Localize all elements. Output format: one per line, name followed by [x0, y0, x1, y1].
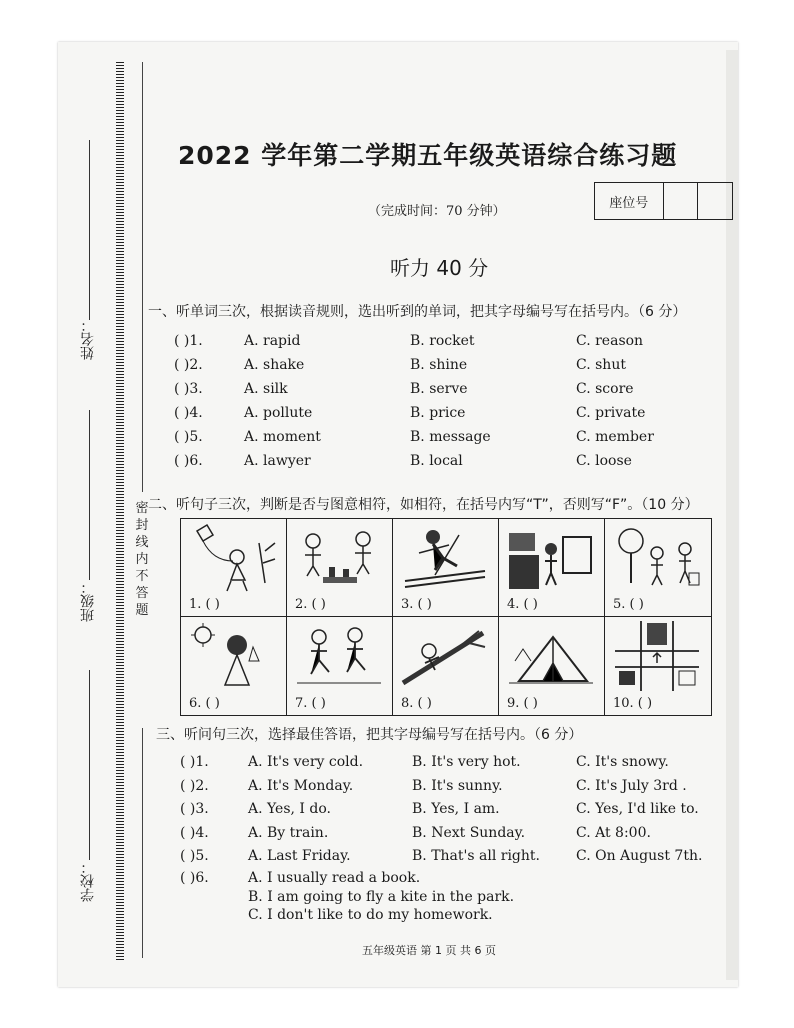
girl-ice-cream-icon: [187, 621, 279, 691]
picture-1: [181, 519, 287, 617]
question-row: [180, 801, 720, 821]
option-c: C. loose: [576, 453, 632, 469]
answer-bracket[interactable]: ( )3.: [180, 801, 209, 817]
picture-2: [287, 519, 393, 617]
picture-label: 10. ( ): [613, 696, 653, 711]
tent-icon: [505, 621, 597, 691]
option-c: C. member: [576, 429, 654, 445]
option-a: A. I usually read a book.: [248, 870, 421, 886]
planting-trees-icon: [611, 523, 703, 593]
seal-text: 密封线内不答题: [135, 501, 149, 618]
picture-10: [605, 617, 711, 715]
school-label: 学校：: [80, 860, 96, 902]
picture-label: 6. ( ): [189, 696, 220, 711]
picture-9: [499, 617, 605, 715]
class-line: [89, 410, 90, 580]
section1-heading: 一、听单词三次，根据读音规则，选出听到的单词，把其字母编号写在括号内。（6 分）: [148, 304, 687, 320]
option-b: B. Yes, I am.: [412, 801, 500, 817]
option-b: B. That's all right.: [412, 848, 540, 864]
option-a: A. rapid: [244, 333, 301, 349]
skier-icon: [399, 523, 491, 593]
option-b: B. It's sunny.: [412, 777, 503, 794]
option-a: A. Last Friday.: [248, 848, 351, 864]
option-b: B. price: [410, 405, 466, 421]
option-c: C. shut: [576, 357, 626, 373]
seat-number-box: [594, 182, 733, 220]
picture-7: [287, 617, 393, 715]
option-c: C. I don't like to do my homework.: [248, 907, 493, 923]
section3-heading: 三、听问句三次，选择最佳答语，把其字母编号写在括号内。（6 分）: [156, 727, 583, 743]
picture-label: 5. ( ): [613, 597, 644, 612]
option-b: B. message: [410, 429, 491, 445]
question-row: [174, 429, 714, 449]
option-a: A. silk: [244, 381, 288, 397]
option-c: C. It's July 3rd .: [576, 777, 687, 794]
answer-bracket[interactable]: ( )4.: [180, 824, 209, 841]
answer-bracket[interactable]: ( )1.: [180, 754, 209, 770]
seal-line-top: [142, 62, 143, 492]
picture-label: 8. ( ): [401, 696, 432, 711]
option-c: C. It's snowy.: [576, 754, 669, 770]
running-boys-icon: [293, 621, 385, 691]
option-b: B. Next Sunday.: [412, 824, 526, 841]
option-b: B. rocket: [410, 333, 475, 349]
question-row: [180, 754, 720, 774]
picture-3: [393, 519, 499, 617]
option-c: C. Yes, I'd like to.: [576, 801, 699, 817]
option-b: B. serve: [410, 381, 468, 397]
question-row: [180, 848, 720, 868]
picture-label: 7. ( ): [295, 696, 326, 711]
picnic-icon: [293, 523, 385, 593]
question-row: [180, 825, 720, 845]
page-footer: 五年级英语 第 1 页 共 6 页: [362, 944, 496, 957]
answer-bracket[interactable]: ( )3.: [174, 381, 203, 397]
question-row-6: [180, 870, 700, 890]
answer-bracket[interactable]: ( )5.: [174, 429, 203, 445]
class-label: 班级：: [80, 580, 96, 622]
climbing-tree-icon: [399, 621, 491, 691]
picture-4: [499, 519, 605, 617]
option-a: A. It's Monday.: [248, 777, 354, 794]
question-row: [174, 333, 714, 353]
answer-bracket[interactable]: ( )4.: [174, 405, 203, 421]
listening-heading: 听力 40 分: [390, 256, 489, 280]
picture-label: 2. ( ): [295, 597, 326, 612]
binding-hatch: [116, 62, 124, 962]
answer-bracket[interactable]: ( )5.: [180, 848, 209, 864]
option-b: B. local: [410, 453, 463, 469]
answer-bracket[interactable]: ( )2.: [174, 357, 203, 373]
picture-label: 1. ( ): [189, 597, 220, 612]
exam-duration: （完成时间：70 分钟）: [368, 204, 506, 219]
answer-bracket[interactable]: ( )6.: [174, 453, 203, 469]
answer-bracket[interactable]: ( )1.: [174, 333, 203, 349]
picture-grid: [180, 518, 712, 716]
picture-8: [393, 617, 499, 715]
question-row: [174, 381, 714, 401]
picture-label: 4. ( ): [507, 597, 538, 612]
question-row: [174, 405, 714, 425]
name-line: [89, 140, 90, 320]
option-b: B. It's very hot.: [412, 754, 521, 770]
option-a: A. moment: [244, 429, 321, 445]
option-c: C. reason: [576, 333, 644, 349]
question-row: [180, 778, 720, 798]
shopping-boxes-icon: [505, 523, 597, 593]
answer-bracket[interactable]: ( )6.: [180, 870, 209, 886]
exam-title: 2022 学年第二学期五年级英语综合练习题: [178, 141, 678, 170]
question-row: [174, 453, 714, 473]
answer-bracket[interactable]: ( )2.: [180, 777, 209, 794]
option-a: A. By train.: [248, 824, 329, 841]
option-a: A. Yes, I do.: [248, 801, 331, 817]
option-c: C. At 8:00.: [576, 824, 651, 841]
seal-line-bottom: [142, 728, 143, 958]
option-b: B. shine: [410, 357, 468, 373]
option-c: C. On August 7th.: [576, 848, 703, 864]
question-row: [174, 357, 714, 377]
option-c: C. private: [576, 405, 646, 421]
seat-cell[interactable]: [698, 183, 732, 219]
picture-5: [605, 519, 711, 617]
option-a: A. pollute: [244, 405, 313, 421]
school-line: [89, 670, 90, 860]
street-map-icon: [611, 621, 703, 691]
name-label: 姓名：: [80, 318, 96, 360]
option-a: A. shake: [244, 357, 305, 373]
option-b: B. I am going to fly a kite in the park.: [248, 889, 515, 905]
option-c: C. score: [576, 381, 634, 397]
section2-heading: 二、听句子三次，判断是否与图意相符，如相符，在括号内写“T”，否则写“F”。（10 分）: [148, 497, 699, 513]
option-a: A. It's very cold.: [248, 754, 364, 770]
seat-cell[interactable]: [664, 183, 699, 219]
picture-label: 9. ( ): [507, 696, 538, 711]
picture-6: [181, 617, 287, 715]
seat-label: 座位号: [595, 183, 664, 219]
option-a: A. lawyer: [244, 453, 311, 469]
picture-label: 3. ( ): [401, 597, 432, 612]
kite-girl-icon: [187, 523, 279, 593]
